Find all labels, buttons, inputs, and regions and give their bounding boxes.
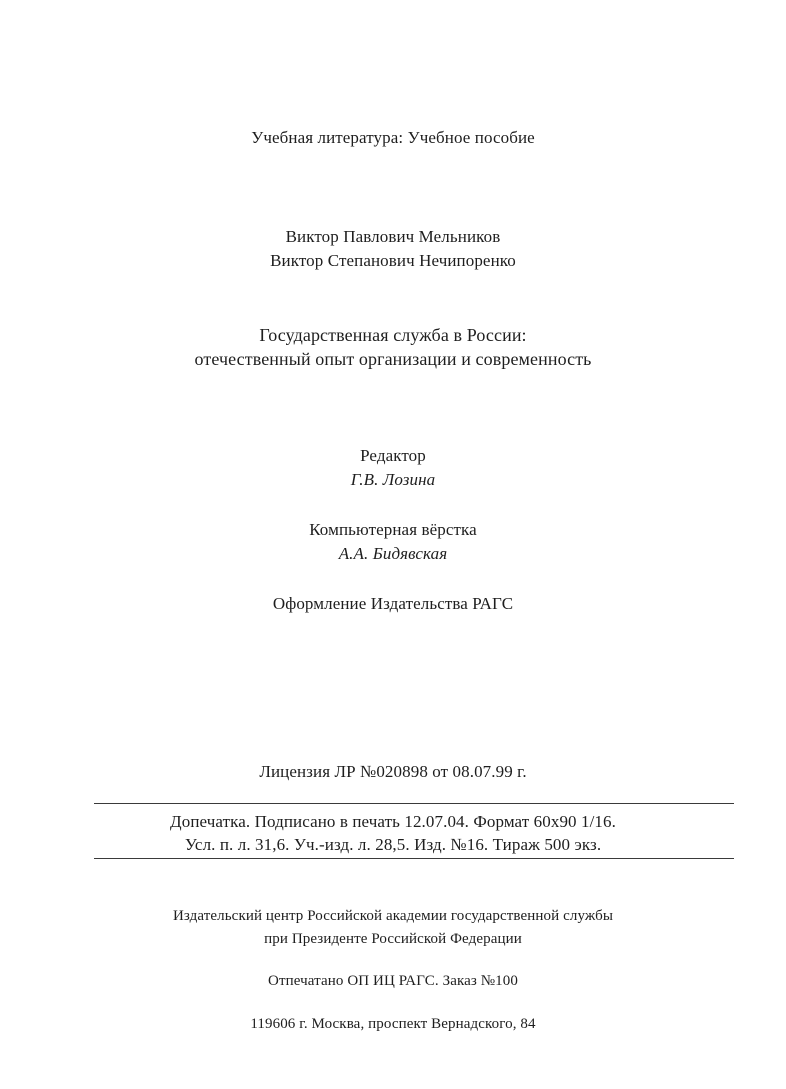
top-rule [94, 803, 734, 804]
publisher-line-1: Издательский центр Российской академии государственной службы [172, 908, 614, 924]
book-title-line-1: Государственная служба в России: [259, 325, 527, 345]
print-details-line-2: Усл. п. л. 31,6. Уч.-изд. л. 28,5. Изд. №16. Тираж 500 экз. [184, 835, 602, 854]
design-credit: Оформление Издательства РАГС [272, 594, 514, 613]
publisher-address: 119606 г. Москва, проспект Вернадского, 84 [250, 1016, 536, 1032]
author-1: Виктор Павлович Мельников [285, 227, 501, 246]
publisher-line-2: при Президенте Российской Федерации [264, 931, 522, 947]
layout-name: А.А. Бидявская [338, 544, 448, 563]
series-label: Учебная литература: Учебное пособие [251, 128, 535, 147]
printer-order: Отпечатано ОП ИЦ РАГС. Заказ №100 [268, 973, 518, 989]
editor-role: Редактор [360, 446, 426, 465]
license-line: Лицензия ЛР №020898 от 08.07.99 г. [259, 762, 527, 781]
editor-name: Г.В. Лозина [350, 470, 436, 489]
layout-role: Компьютерная вёрстка [309, 520, 477, 539]
author-2: Виктор Степанович Нечипоренко [270, 251, 516, 270]
print-details-line-1: Допечатка. Подписано в печать 12.07.04. Формат 60x90 1/16. [170, 812, 616, 831]
bottom-rule [94, 858, 734, 859]
book-title-line-2: отечественный опыт организации и современность [194, 349, 592, 369]
